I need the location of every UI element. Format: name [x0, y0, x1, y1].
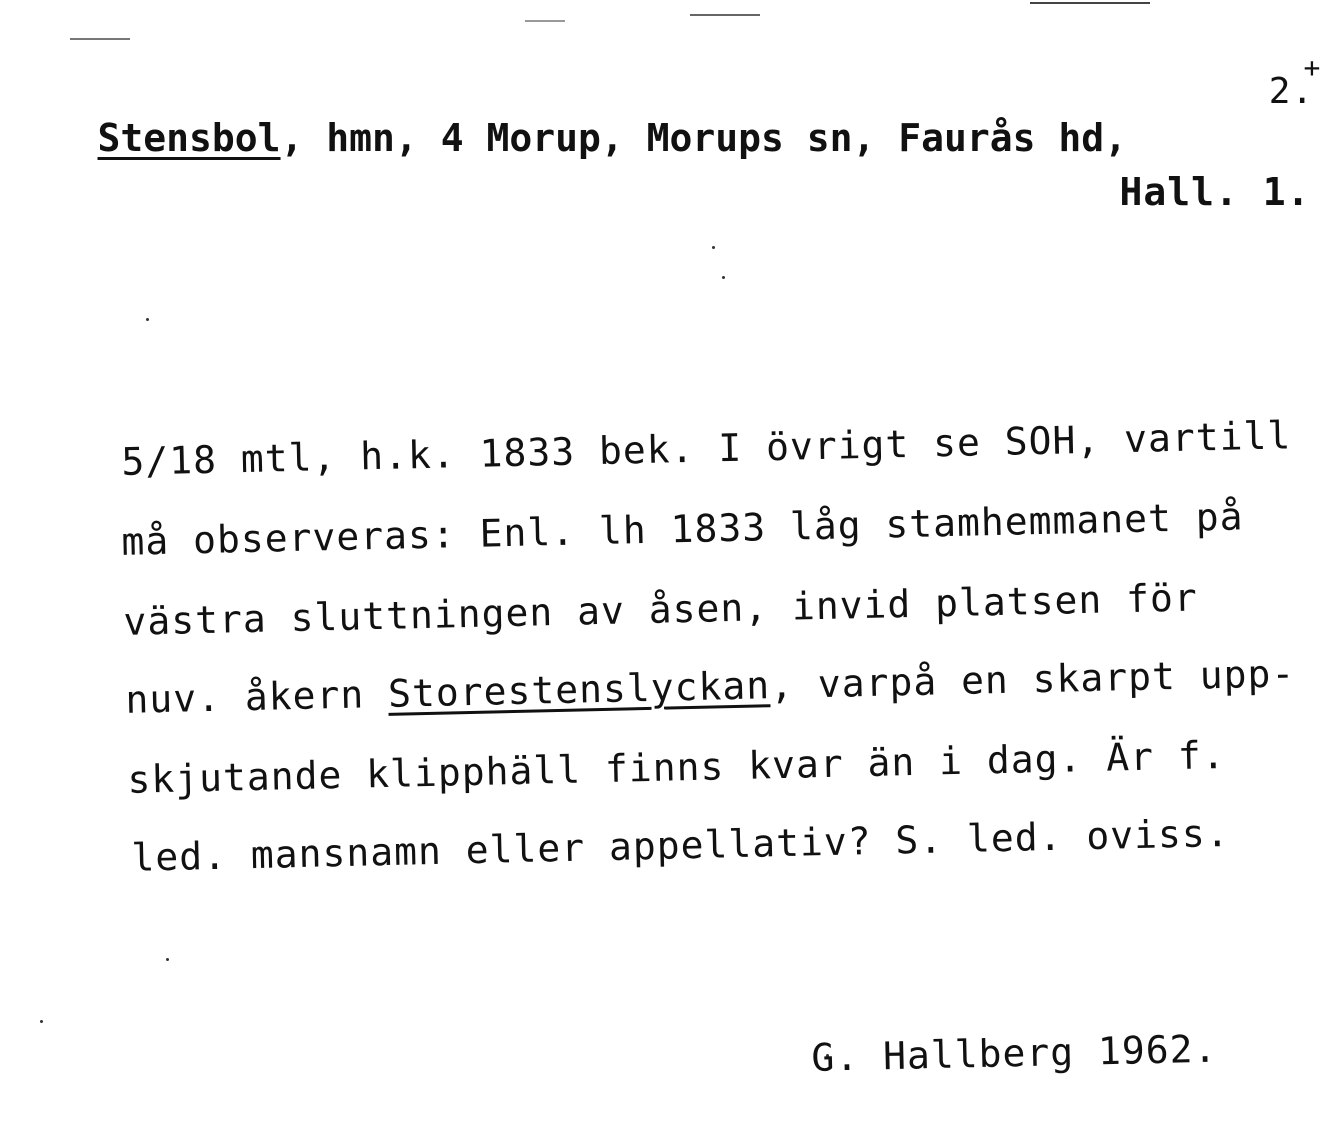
card-mark: + — [1303, 51, 1321, 84]
card-number: 2. — [1268, 71, 1315, 112]
speck — [166, 958, 169, 961]
speck — [712, 246, 715, 249]
body-line: västra sluttningen av åsen, invid platsen för — [122, 575, 1199, 644]
top-edge-mark — [690, 14, 760, 16]
heading-line — [6, 72, 1127, 204]
speck — [40, 1020, 43, 1023]
speck — [722, 276, 725, 279]
top-edge-mark — [70, 38, 130, 40]
region-label: Hall. 1. — [1119, 170, 1311, 214]
body-line: nuv. åkern Storestenslyckan, varpå en skarpt upp- — [124, 651, 1296, 722]
signature: G. Hallberg 1962. — [810, 1026, 1218, 1080]
speck — [146, 318, 149, 321]
top-edge-mark — [525, 20, 565, 22]
body-line: skjutande klipphäll finns kvar än i dag. Är f. — [126, 732, 1227, 802]
field-name: Storestenslyckan — [387, 663, 771, 716]
heading-rest: , hmn, 4 Morup, Morups sn, Faurås hd, — [280, 116, 1128, 160]
body-line: må observeras: Enl. lh 1833 låg stamhemmanet på — [120, 494, 1244, 564]
body-line: led. mansnamn eller appellativ? S. led. oviss. — [130, 810, 1231, 880]
body-line: 5/18 mtl, h.k. 1833 bek. I övrigt se SOH, vartill — [120, 413, 1292, 484]
top-edge-mark — [1030, 2, 1150, 4]
place-name: Stensbol — [97, 116, 281, 160]
